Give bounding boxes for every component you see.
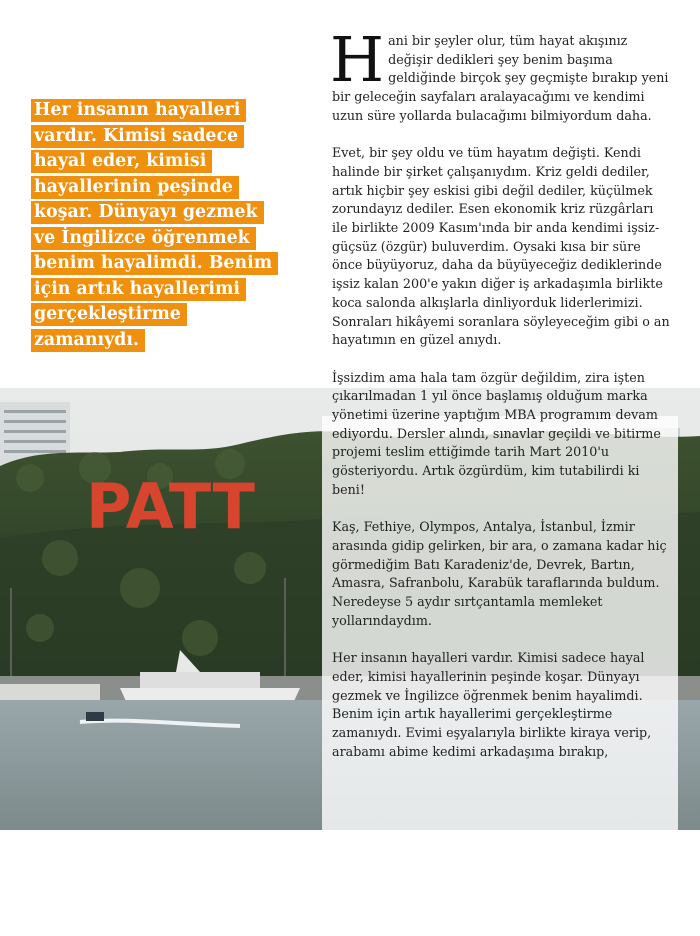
article-paragraph: Her insanın hayalleri vardır. Kimisi sadece hayal eder, kimisi hayallerinin peşinde koşar. Dünyayı gezmek ve İngilizce öğrenmek benim hayalimdi. Benim için artık hayallerimi gerçekleştirme zamanıydı. Evimi eşyalarıyla birlikte kiraya verip, arabamı abime kedimi arkadaşıma bırakıp,	[332, 650, 652, 759]
article-paragraph: İşsizdim ama hala tam özgür değildim, zira işten çıkarılmadan 1 yıl önce başlamış olduğum marka yönetimi üzerine yaptığım MBA programım devam ediyordu. Dersler alındı, sınavlar geçildi ve bitirme projemi teslim ettiğimde tarih Mart 2010'u gösteriyordu. Artık özgürdüm, kim tutabilirdi ki beni!	[332, 369, 661, 497]
pull-quote-line: ve İngilizce öğrenmek	[31, 227, 256, 250]
sign-letters: PATT	[86, 470, 255, 543]
pull-quote-line: hayallerinin peşinde	[31, 176, 239, 199]
pull-quote-line: koşar. Dünyayı gezmek	[31, 201, 264, 224]
pull-quote-line: Her insanın hayalleri	[31, 99, 246, 122]
article-body	[330, 23, 672, 780]
pull-quote-line: gerçekleştirme	[31, 303, 187, 326]
drop-cap: H	[330, 23, 385, 96]
article-paragraph: Kaş, Fethiye, Olympos, Antalya, İstanbul, İzmir arasında gidip gelirken, bir ara, o zamana kadar hiç görmediğim Batı Karadeniz'de, Devrek, Bartın, Amasra, Safranbolu, Karabük taraflarında buldum. Neredeyse 5 aydır sırtçantamla memleket yollarındaydım.	[332, 519, 667, 628]
article-paragraph: Evet, bir şey oldu ve tüm hayatım değişti. Kendi halinde bir şirket çalışanıydım. Kriz geldi dediler, artık hiçbir şey eskisi gibi değil dediler, küçülmek zorundayız dediler. Esen ekonomik kriz rüzgârları ile birlikte 2009 Kasım'ında bir anda kendimi işsiz-güçsüz (özgür) buluverdim. Oysaki kısa bir süre önce büyüyoruz, daha da büyüyeceğiz dediklerinde işsiz kalan 200'e yakın diğer iş arkadaşımla birlikte koca salonda alkışlarla dinliyorduk liderlerimizi. Sonraları hikâyemi soranlara söyleyeceğim gibi o an hayatımın en güzel anıydı.	[332, 145, 670, 348]
article-paragraph	[330, 23, 672, 126]
pull-quote-line: benim hayalimdi. Benim	[31, 252, 278, 275]
paragraph-text: ani bir şeyler olur, tüm hayat akışınız değişir dedikleri şey benim başıma geldiğinde birçok şey geçmişte bırakıp yeni bir geleceğin sayfaları aralayacağımı ve kendimi uzun süre yollarda bulacağımı bilmiyordum daha.	[332, 33, 669, 123]
pull-quote-line: hayal eder, kimisi	[31, 150, 212, 173]
pull-quote-line: vardır. Kimisi sadece	[31, 125, 244, 148]
pull-quote	[31, 98, 311, 353]
pull-quote-line: için artık hayallerimi	[31, 278, 246, 301]
pull-quote-line: zamanıydı.	[31, 329, 145, 352]
